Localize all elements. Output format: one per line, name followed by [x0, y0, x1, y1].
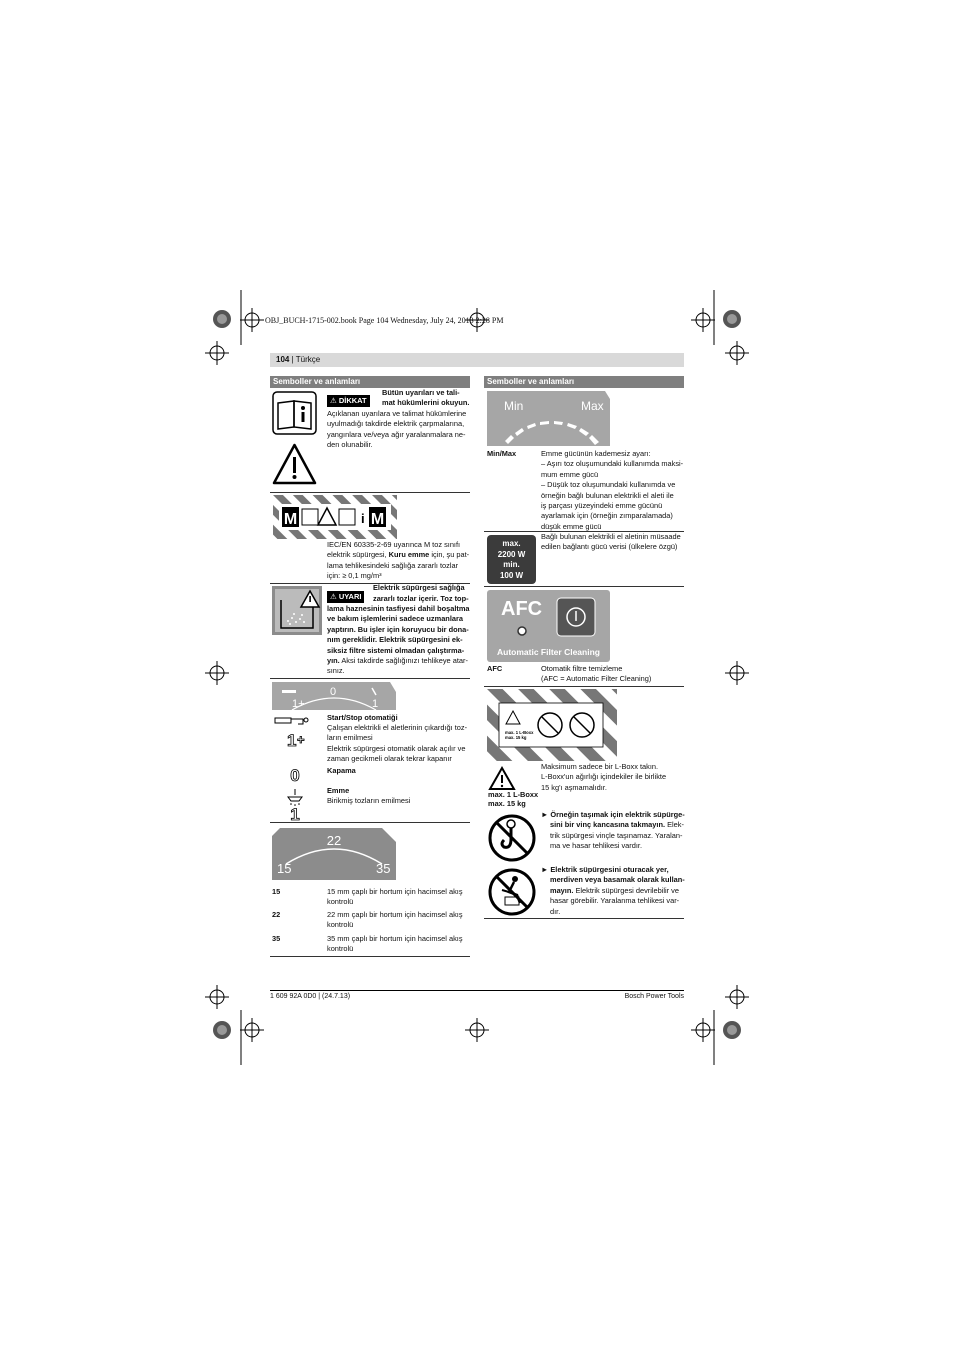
- svg-text:max. 1 L-Boxx: max. 1 L-Boxx: [505, 730, 534, 735]
- svg-text:Min: Min: [504, 399, 524, 413]
- off-zero-icon: [286, 766, 304, 784]
- svg-text:1+: 1+: [292, 698, 305, 710]
- warning-label: ⚠ UYARI: [327, 591, 364, 603]
- suction-title: Emme: [327, 786, 350, 795]
- lboxx-desc: Maksimum sadece bir L-Boxx takın. L-Boxx'un ağırlığı içindekiler ile birlikte 15 kg'ı aşmamalıdır.: [541, 762, 667, 792]
- hose-key-35: 35: [272, 934, 281, 943]
- power-rating-badge: max. 2200 W min. 100 W: [487, 535, 536, 584]
- minmax-key: Min/Max: [487, 449, 517, 458]
- footer-rule: [270, 990, 684, 991]
- file-stamp: OBJ_BUCH-1715-002.book Page 104 Wednesday, July 24, 2013 2:28 PM: [265, 316, 504, 325]
- svg-text:max. 15 kg: max. 15 kg: [505, 735, 527, 740]
- hose-diameter-dial-image: [272, 828, 396, 880]
- m-class-text: IEC/EN 60335-2-69 uyarınca M toz sınıfı elektrik süpürgesi, Kuru emme için, şu pat- lama tehlikesindeki sağlığa zararlı tozlar için: ≥ 0,1 mg/m³: [327, 540, 470, 581]
- svg-text:+: +: [297, 732, 305, 747]
- mode-dial-image: [272, 682, 396, 710]
- svg-text:1: 1: [287, 731, 297, 750]
- hose-key-15: 15: [272, 887, 281, 896]
- crosshair-tl: [240, 308, 264, 332]
- svg-text:1: 1: [290, 805, 300, 821]
- warning-triangle-icon: [272, 442, 317, 486]
- warning-title-line: Elektrik süpürgesi sağlığa: [373, 583, 465, 592]
- svg-text:35: 35: [376, 861, 391, 876]
- divider: [270, 678, 470, 679]
- afc-desc: Otomatik filtre temizleme (AFC = Automatic Filter Cleaning): [541, 664, 652, 684]
- hose-desc-35: 35 mm çaplı bir hortum için hacimsel akış kontrolü: [327, 934, 463, 954]
- warning-label-wrap: [327, 586, 364, 604]
- afc-key: AFC: [487, 664, 503, 673]
- svg-text:M: M: [283, 511, 298, 528]
- svg-text:0: 0: [330, 686, 337, 698]
- divider: [270, 492, 470, 493]
- power-tool-auto-icon: [273, 714, 315, 750]
- divider: [484, 918, 684, 919]
- hose-desc-15: 15 mm çaplı bir hortum için hacimsel akış kontrolü: [327, 887, 463, 907]
- hose-key-22: 22: [272, 910, 281, 919]
- weight-warning-icon: [488, 766, 516, 791]
- startstop-title: Start/Stop otomatiği: [327, 713, 398, 722]
- divider: [484, 686, 684, 687]
- sit-desc: ► Elektrik süpürgesini oturacak yer, merdiven veya basamak olarak kullan- mayın. Elektrik süpürgesi devrilebilir ve hasar görebilir. Yaralanma tehlikesi var- dır.: [541, 865, 685, 916]
- m-class-label-icon: [273, 495, 397, 539]
- svg-text:0: 0: [290, 766, 300, 784]
- footer-doc-number: 1 609 92A 0D0 | (24.7.13): [270, 993, 351, 1000]
- read-manual-icon: [272, 391, 317, 435]
- svg-text:1: 1: [372, 698, 379, 710]
- page-language: Türkçe: [295, 355, 321, 364]
- no-crane-hook-icon: [487, 813, 537, 863]
- no-sitting-icon: [487, 867, 537, 917]
- caution-body: Açıklanan uyarılara ve talimat hükümlerine uyulmadığı takdirde elektrik çarpmalarına, yangınlara ve/veya ağır yaralanmalara ne- den olunabilir.: [327, 409, 467, 450]
- power-desc: Bağlı bulunan elektrikli el aletinin müsaade edilen bağlantı gücü verisi (ülkelere özgü): [541, 532, 681, 552]
- off-title: Kapama: [327, 766, 356, 775]
- svg-text:i: i: [361, 511, 365, 526]
- afc-panel-image: [487, 590, 610, 662]
- divider: [484, 586, 684, 587]
- divider: [270, 822, 470, 823]
- suction-nozzle-icon: [283, 787, 307, 821]
- hose-desc-22: 22 mm çaplı bir hortum için hacimsel akış kontrolü: [327, 910, 463, 930]
- caution-label: ⚠ DİKKAT: [327, 395, 370, 407]
- svg-text:Automatic Filter Cleaning: Automatic Filter Cleaning: [497, 647, 600, 657]
- lboxx-label-image: [487, 689, 617, 761]
- footer-brand: Bosch Power Tools: [624, 993, 684, 1000]
- svg-text:M: M: [370, 511, 385, 528]
- left-section-title: Semboller ve anlamları: [270, 376, 470, 388]
- right-section-title: Semboller ve anlamları: [484, 376, 684, 388]
- caution-label-wrap: [327, 390, 370, 408]
- dust-hazard-icon: [272, 586, 322, 635]
- lboxx-key: max. 1 L-Boxx max. 15 kg: [488, 790, 539, 808]
- svg-text:22: 22: [326, 833, 342, 848]
- crane-desc: ► Örneğin taşımak için elektrik süpürge- sini bir vinç kancasına takmayın. Elek- trik süpürgesi vinçle taşınamaz. Yaralan- ma ve hasar tehlikesi vardır.: [541, 810, 685, 851]
- divider: [270, 956, 470, 957]
- page-number: 104: [276, 355, 290, 364]
- warning-body: lama haznesinin tasfiyesi dahil boşaltma ve bakım işlemlerini sadece uzmanlara yaptırın. Bu işler için koruyucu bir dona- nım gereklidir. Elektrik süpürgesini ek- siksiz filtre sistemi olmadan çalıştırma- yın. Aksi takdirde sağlığınızı tehlikeye atar- sınız.: [327, 604, 470, 676]
- page-header: 104 | Türkçe: [270, 353, 684, 367]
- startstop-body: Çalışan elektrikli el aletlerinin çıkardığı toz- ların emilmesi Elektrik süpürgesi otomatik olarak açılır ve zaman gecikmeli olarak tekrar kapanır: [327, 723, 468, 764]
- min-max-dial-image: [487, 391, 610, 446]
- caution-title: Bütün uyarıları ve tali- mat hükümlerini okuyun.: [382, 388, 470, 408]
- svg-text:AFC: AFC: [501, 598, 543, 620]
- suction-body: Birikmiş tozların emilmesi: [327, 796, 411, 805]
- svg-text:Max: Max: [581, 399, 604, 413]
- warning-title-line: zararlı tozlar içerir. Toz top-: [373, 594, 469, 603]
- minmax-desc: Emme gücünün kademesiz ayarı: – Aşırı toz oluşumundaki kullanımda maksi- mum emme gücü – Düşük toz oluşumundaki kullanımda ve örneğin bağlı bulunan elektrikli el aleti ile iş parçası yüzeyindeki emme gücünü ayarlamak için (örneğin zımparalamada) düşük emme gücü: [541, 449, 684, 531]
- svg-text:15: 15: [277, 861, 292, 876]
